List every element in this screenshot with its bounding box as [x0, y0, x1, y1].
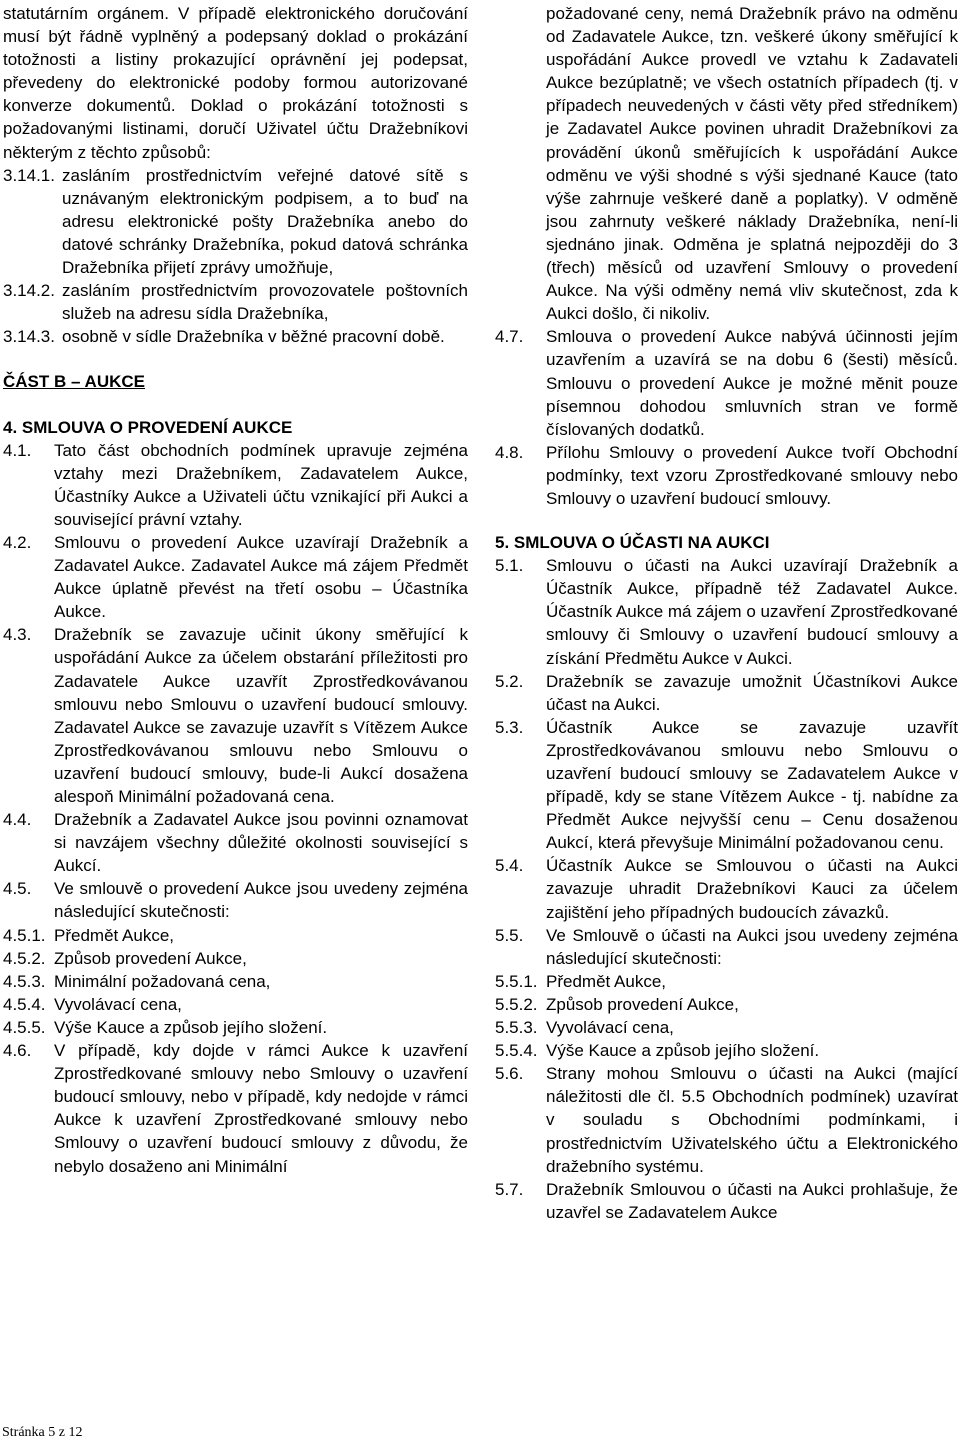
clause-number: 4.8. — [495, 442, 524, 462]
clause-4-6-continued — [495, 2, 958, 325]
clause-number: 4.5.2. — [3, 948, 46, 968]
clause-number: 4.5.1. — [3, 925, 46, 945]
clause-number: 5.2. — [495, 671, 524, 691]
clause-number: 4.5.3. — [3, 971, 46, 991]
clause-number: 5.5.2. — [495, 994, 538, 1014]
clause-4-7 — [495, 325, 958, 440]
clause-text: Minimální požadovaná cena, — [54, 971, 271, 991]
clause-number: 4.4. — [3, 810, 32, 830]
clause-5-5-2 — [495, 993, 958, 1016]
clause-5-5-4 — [495, 1039, 958, 1062]
clause-4-6 — [3, 1039, 468, 1178]
clause-text: Výše Kauce a způsob jejího složení. — [54, 1017, 328, 1037]
clause-4-2 — [3, 531, 468, 623]
section-heading-4: 4. SMLOUVA O PROVEDENÍ AUKCE — [3, 417, 293, 437]
clause-4-4 — [3, 808, 468, 877]
clause-text: zasláním prostřednictvím provozovatele poštovních služeb na adresu sídla Dražebníka, — [62, 281, 468, 324]
clause-3-14-1 — [3, 164, 468, 279]
clause-number: 5.5.4. — [495, 1041, 538, 1061]
clause-4-1 — [3, 439, 468, 531]
clause-text: Dražebník Smlouvou o účasti na Aukci prohlašuje, že uzavřel se Zadavatelem Aukce — [546, 1179, 958, 1222]
clause-text: Výše Kauce a způsob jejího složení. — [546, 1041, 820, 1061]
clause-text: požadované ceny, nemá Dražebník právo na odměnu od Zadavatele Aukce, tzn. veškeré úkony směřující k uspořádání Aukce provedl ve vztahu k Zadavateli Aukce bezúplatně; ve všech ostatních případech (tj. v případech neuvedených v části věty před středníkem) je Zadavatel Aukce povinen uhradit Dražebníkovi za provádění úkonů směřujících k uspořádání Aukce odměnu ve výši shodné s výši sjednané Kauce (tato výše zahrnuje veškeré daně a poplatky). V odměně jsou zahrnuty veškeré náklady Dražebníka, není-li sjednáno jinak. Odměna je splatná nejpozději do 3 (třech) měsíců od uzavření Smlouvy o provedení Aukce. Na výši odměny nemá vliv skutečnost, zda k Aukci došlo, či nikoliv. — [546, 4, 958, 324]
clause-text: Smlouva o provedení Aukce nabývá účinnosti jejím uzavřením a uzavírá se na dobu 6 (šesti) měsíců. Smlouvu o provedení Aukce je možné měnit pouze písemnou dohodou smluvních stran ve formě číslovaných dodatků. — [546, 327, 958, 439]
clause-text: Přílohu Smlouvy o provedení Aukce tvoří Obchodní podmínky, text vzoru Zprostředkované smlouvy nebo Smlouvy o uzavření budoucí smlouvy. — [546, 442, 958, 508]
clause-number: 5.5. — [495, 925, 524, 945]
clause-number: 4.5.5. — [3, 1017, 46, 1037]
clause-number: 4.5. — [3, 879, 32, 899]
clause-number: 5.3. — [495, 717, 524, 737]
clause-5-6 — [495, 1062, 958, 1177]
left-column — [3, 2, 468, 1178]
clause-text: Vyvolávací cena, — [546, 1018, 674, 1038]
clause-text: Dražebník a Zadavatel Aukce jsou povinni oznamovat si navzájem všechny důležité okolnosti související s Aukcí. — [54, 810, 468, 876]
right-column — [495, 2, 958, 1224]
clause-text: osobně v sídle Dražebníka v běžné pracovní době. — [62, 327, 445, 347]
clause-5-1 — [495, 554, 958, 669]
clause-number: 4.7. — [495, 327, 524, 347]
clause-4-5-4 — [3, 993, 468, 1016]
clause-5-3 — [495, 716, 958, 855]
clause-number: 5.1. — [495, 556, 524, 576]
clause-text: V případě, kdy dojde v rámci Aukce k uzavření Zprostředkované smlouvy nebo Smlouvy o uzavření budoucí smlouvy, nebo v případě, kdy nedojde v rámci Aukce k uzavření Zprostředkované smlouvy nebo Smlouvy o uzavření budoucí smlouvy z důvodu, že nebylo dosaženo ani Minimální — [54, 1041, 468, 1176]
clause-4-5-2 — [3, 947, 468, 970]
clause-text: Strany mohou Smlouvu o účasti na Aukci (mající náležitosti dle čl. 5.5 Obchodních podmínek) uzavírat v souladu s Obchodními podmínkami, i prostřednictvím Uživatelského účtu a Elektronického dražebního systému. — [546, 1064, 958, 1176]
clause-text: Účastník Aukce se Smlouvou o účasti na Aukci zavazuje uhradit Dražebníkovi Kauci za účelem zajištění jeho případných budoucích závazků. — [546, 856, 958, 922]
clause-text: Ve smlouvě o provedení Aukce jsou uvedeny zejména následující skutečnosti: — [54, 879, 468, 922]
clause-text: Dražebník se zavazuje učinit úkony směřující k uspořádání Aukce za účelem obstarání příležitosti pro Zadavatele Aukce uzavřít Zprostředkovávanou smlouvu nebo Smlouvu o uzavření budoucí smlouvy. Zadavatel Aukce se zavazuje uzavřít s Vítězem Aukce Zprostředkovávanou smlouvu nebo Smlouvu o uzavření budoucí smlouvy, bude-li Aukcí dosažena alespoň Minimální požadovaná cena. — [54, 625, 468, 806]
clause-5-5-1 — [495, 970, 958, 993]
clause-4-5-1 — [3, 924, 468, 947]
clause-number: 4.3. — [3, 625, 32, 645]
section-heading-5: 5. SMLOUVA O ÚČASTI NA AUKCI — [495, 533, 770, 553]
clause-4-5-3 — [3, 970, 468, 993]
clause-text: Účastník Aukce se zavazuje uzavřít Zprostředkovávanou smlouvu nebo Smlouvu o uzavření budoucí smlouvy se Zadavatelem Aukce v případě, kdy se stane Vítězem Aukce - tj. nabídne za Předmět Aukce nejvyšší cenu – Cenu dosaženou Aukcí, která převyšuje Minimální požadovanou cenu. — [546, 717, 958, 853]
clause-5-2 — [495, 670, 958, 716]
part-heading: ČÁST B – AUKCE — [3, 372, 145, 392]
clause-number: 4.2. — [3, 532, 32, 552]
clause-text: Smlouvu o účasti na Aukci uzavírají Dražebník a Účastník Aukce, případně též Zadavatel Aukce. Účastník Aukce má zájem o uzavření Zprostředkované smlouvy či Smlouvy o uzavření budoucí smlouvy a získání Předmětu Aukce v Aukci. — [546, 556, 958, 668]
clause-number: 3.14.2. — [3, 281, 55, 301]
clause-4-8 — [495, 441, 958, 510]
clause-number: 3.14.1. — [3, 165, 55, 185]
clause-3-14-2 — [3, 279, 468, 325]
clause-5-5-3 — [495, 1016, 958, 1039]
clause-text: Smlouvu o provedení Aukce uzavírají Dražebník a Zadavatel Aukce. Zadavatel Aukce má zájem Předmět Aukce úplatně převést na třetí osobu – Účastníka Aukce. — [54, 532, 468, 622]
clause-4-5-5 — [3, 1016, 468, 1039]
clause-text: Tato část obchodních podmínek upravuje zejména vztahy mezi Dražebníkem, Zadavatelem Aukce, Účastníky Aukce a Uživateli účtu vznikající při Aukci a související právní vztahy. — [54, 440, 468, 529]
intro-paragraph: statutárním orgánem. V případě elektronického doručování musí být řádně vyplněný a podepsaný doklad o prokázání totožnosti a listiny prokazující oprávnění jej podepsat, převedeny do elektronické podoby formou autorizované konverze dokumentů. Doklad o prokázání totožnosti s požadovanými listinami, doručí Uživatel účtu Dražebníkovi některým z těchto způsobů: — [3, 4, 468, 162]
clause-text: Způsob provedení Aukce, — [546, 994, 739, 1014]
clause-5-4 — [495, 854, 958, 923]
clause-3-14-3 — [3, 325, 468, 348]
clause-4-3 — [3, 623, 468, 808]
clause-number: 5.6. — [495, 1064, 524, 1084]
clause-text: Dražebník se zavazuje umožnit Účastníkovi Aukce účast na Aukci. — [546, 671, 958, 714]
clause-4-5 — [3, 877, 468, 923]
clause-number: 5.4. — [495, 856, 524, 876]
clause-text: Předmět Aukce, — [546, 971, 667, 991]
clause-number: 5.7. — [495, 1179, 524, 1199]
clause-text: Předmět Aukce, — [54, 925, 175, 945]
page-footer: Stránka 5 z 12 — [2, 1425, 83, 1440]
clause-number: 4.6. — [3, 1041, 32, 1061]
clause-number: 5.5.1. — [495, 971, 538, 991]
clause-text: Způsob provedení Aukce, — [54, 948, 247, 968]
clause-5-7 — [495, 1178, 958, 1224]
clause-number: 4.1. — [3, 440, 32, 460]
clause-text: zasláním prostřednictvím veřejné datové sítě s uznávaným elektronickým podpisem, a to buď na adresu elektronické pošty Dražebníka anebo do datové schránky Dražebníka, pokud datová schránka Dražebníka přijetí zprávy umožňuje, — [62, 165, 468, 278]
clause-text: Ve Smlouvě o účasti na Aukci jsou uvedeny zejména následující skutečnosti: — [546, 925, 958, 968]
clause-5-5 — [495, 924, 958, 970]
clause-number: 4.5.4. — [3, 994, 46, 1014]
clause-number: 5.5.3. — [495, 1018, 538, 1038]
clause-text: Vyvolávací cena, — [54, 994, 182, 1014]
clause-number: 3.14.3. — [3, 327, 55, 347]
